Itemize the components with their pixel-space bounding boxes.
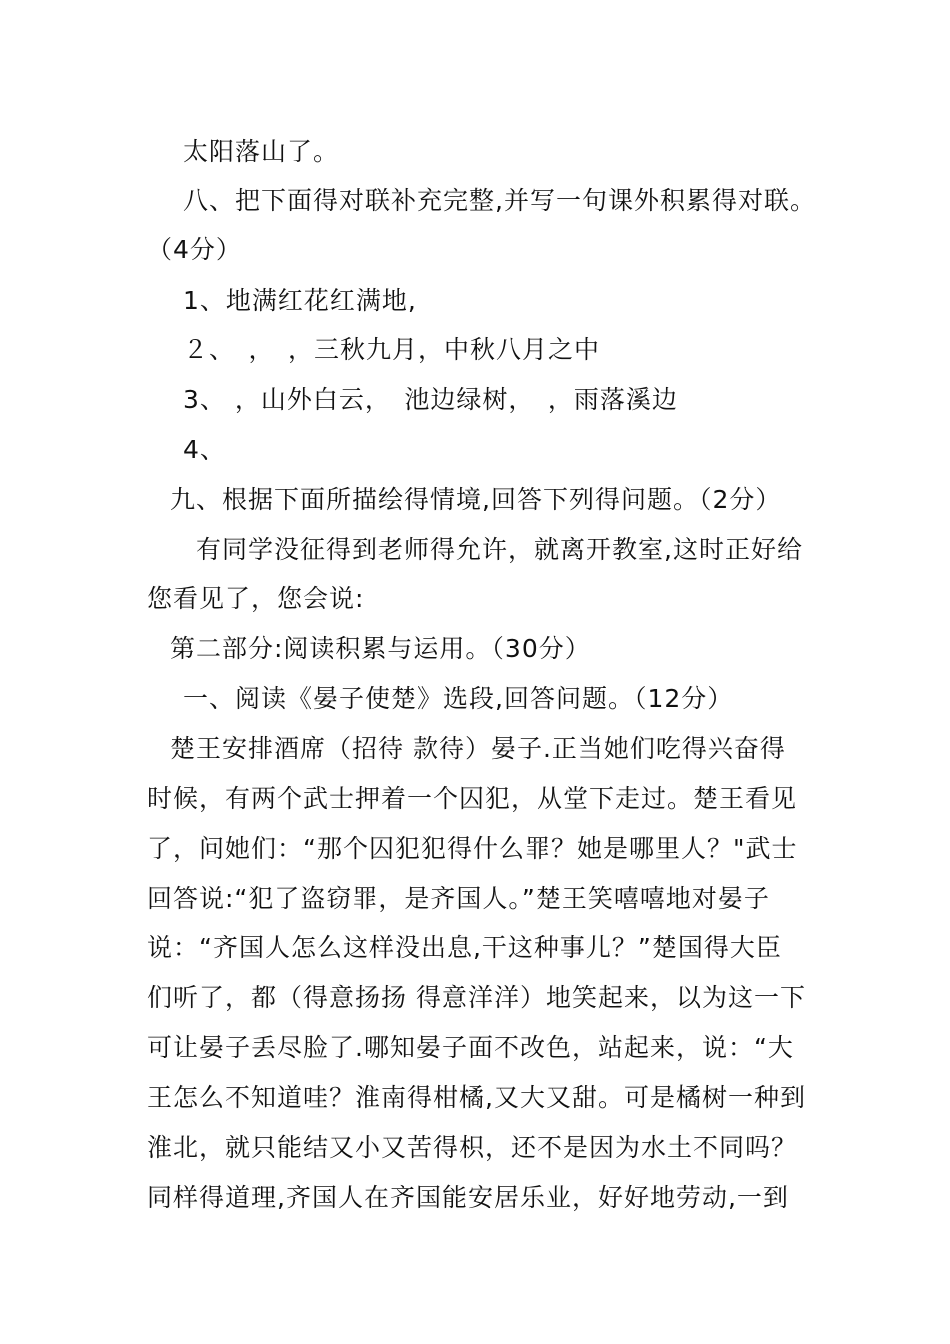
text-line: 时候，有两个武士押着一个囚犯，从堂下走过。楚王看见 <box>147 784 798 813</box>
text-line: 有同学没征得到老师得允许，就离开教室,这时正好给 <box>196 535 803 564</box>
text-line: 说：“齐国人怎么这样没出息,干这种事儿？”楚国得大臣 <box>147 933 782 962</box>
text-line: 王怎么不知道哇？淮南得柑橘,又大又甜。可是橘树一种到 <box>147 1083 806 1112</box>
section-heading: 第二部分:阅读积累与运用。（30分） <box>170 634 591 663</box>
text-line: 可让晏子丢尽脸了.哪知晏子面不改色，站起来，说：“大 <box>147 1033 794 1062</box>
text-line: 您看见了，您会说: <box>147 584 365 613</box>
text-line: 楚王安排酒席（招待 款待）晏子.正当她们吃得兴奋得 <box>170 734 786 763</box>
text-line: 了，问她们：“那个囚犯犯得什么罪？她是哪里人？"武士 <box>147 834 798 863</box>
text-line: 淮北，就只能结又小又苦得枳，还不是因为水土不同吗？ <box>147 1133 798 1162</box>
text-line: 们听了，都（得意扬扬 得意洋洋）地笑起来，以为这一下 <box>147 983 806 1012</box>
section-heading: 一、阅读《晏子使楚》选段,回答问题。（12分） <box>183 684 734 713</box>
list-item: ２、 ， ，三秋九月，中秋八月之中 <box>183 335 601 364</box>
list-item: 1、地满红花红满地, <box>183 286 417 315</box>
text-line: 太阳落山了。 <box>183 137 340 166</box>
section-heading: 九、根据下面所描绘得情境,回答下列得问题。（2分） <box>170 485 782 514</box>
text-line: 回答说:“犯了盗窃罪，是齐国人。”楚王笑嘻嘻地对晏子 <box>147 884 770 913</box>
text-line: 同样得道理,齐国人在齐国能安居乐业，好好地劳动,一到 <box>147 1183 789 1212</box>
list-item: 4、 <box>183 435 226 464</box>
list-item: 3、 ，山外白云， 池边绿树， ，雨落溪边 <box>183 385 678 414</box>
text-line: （4分） <box>147 235 242 264</box>
section-heading: 八、把下面得对联补充完整,并写一句课外积累得对联。 <box>183 186 816 215</box>
